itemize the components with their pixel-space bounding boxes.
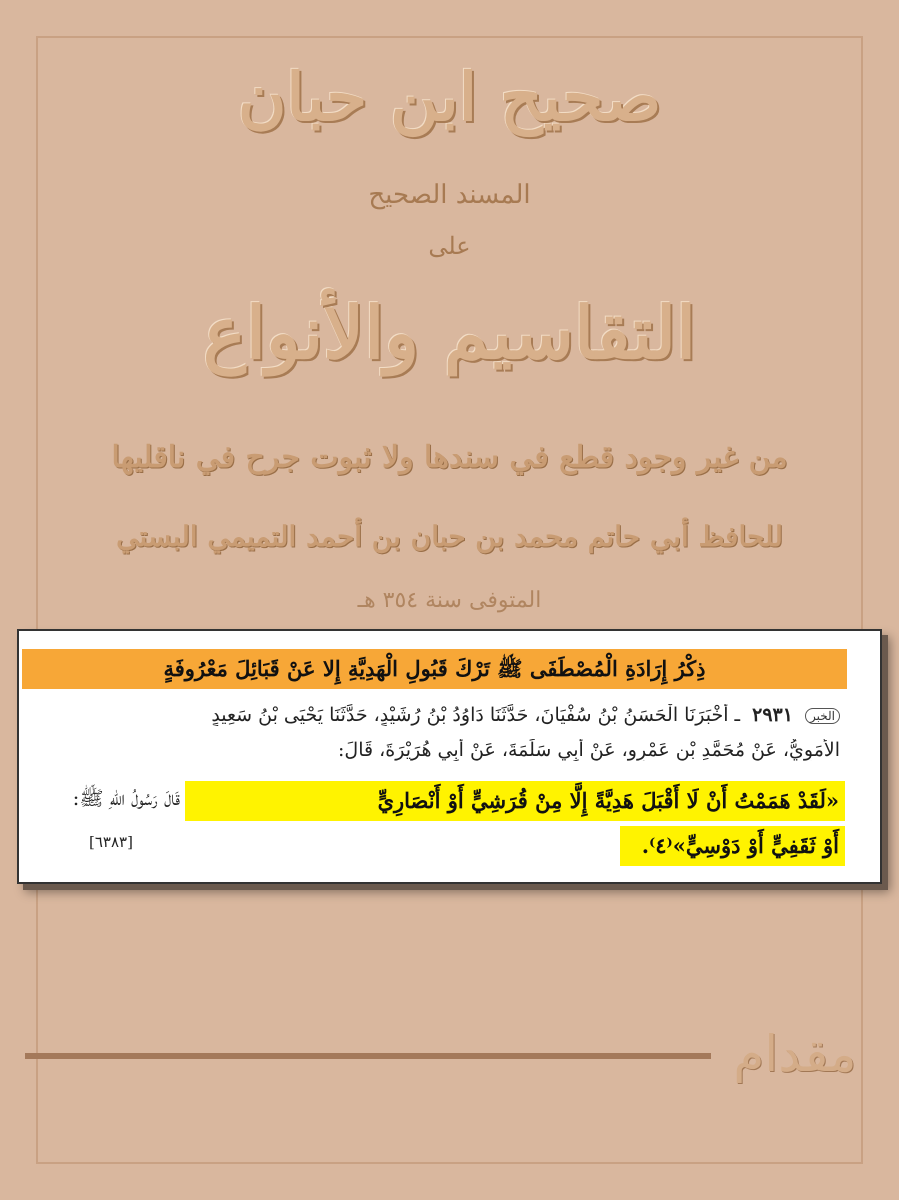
isnad-line-1	[40, 704, 840, 726]
hadith-text-highlight-1: «لَقَدْ هَمَمْتُ أَنْ لَا أَقْبَلَ هَدِيَّةً إِلَّا مِنْ قُرَشِيٍّ أَوْ أَنْصَارِيٍّ	[185, 781, 845, 821]
prophet-said: قَالَ رَسُولُ اللهِ ﷺ:	[72, 786, 180, 810]
isnad-line-2: الأُمَوِيُّ، عَنْ مُحَمَّدِ بْنِ عَمْرٍو، عَنْ أَبِي سَلَمَةَ، عَنْ أَبِي هُرَيْرَةَ، قَالَ:	[338, 739, 840, 761]
hadith-excerpt-card	[17, 629, 882, 884]
footer-rule	[25, 1053, 711, 1059]
chapter-heading: ذِكْرُ إِرَادَةِ الْمُصْطَفَى ﷺ تَرْكَ قَبُولِ الْهَدِيَّةِ إِلا عَنْ قَبَائِلَ مَعْرُوفَةٍ	[22, 649, 847, 689]
book-description: من غير وجود قطع في سندها ولا ثبوت جرح في ناقليها	[111, 440, 788, 475]
book-author: للحافظ أبي حاتم محمد بن حبان بن أحمد التميمي البستي	[116, 520, 783, 553]
khabar-badge: الخبر	[805, 708, 840, 724]
cross-reference-number: [٦٣٨٣]	[89, 833, 133, 851]
isnad-text-1: ـ أَخْبَرَنَا الْحَسَنُ بْنُ سُفْيَانَ، حَدَّثَنَا دَاوُدُ بْنُ رُشَيْدٍ، حَدَّثَنَا يَحْيَى بْنُ سَعِيدٍ	[211, 704, 741, 726]
hadith-text-highlight-2: أَوْ ثَقَفِيٍّ أَوْ دَوْسِيٍّ»⁽٤⁾.	[620, 826, 845, 866]
book-title: صحيح ابن حبان	[237, 58, 662, 136]
book-subtitle: المسند الصحيح	[368, 180, 531, 210]
author-death-year: المتوفى سنة ٣٥٤ هـ	[357, 588, 542, 613]
connector-word: على	[428, 232, 471, 260]
publisher-logo: مقدام	[733, 1025, 857, 1083]
book-title-second: التقاسيم والأنواع	[202, 290, 697, 375]
hadith-number: ٢٩٣١	[752, 704, 793, 726]
